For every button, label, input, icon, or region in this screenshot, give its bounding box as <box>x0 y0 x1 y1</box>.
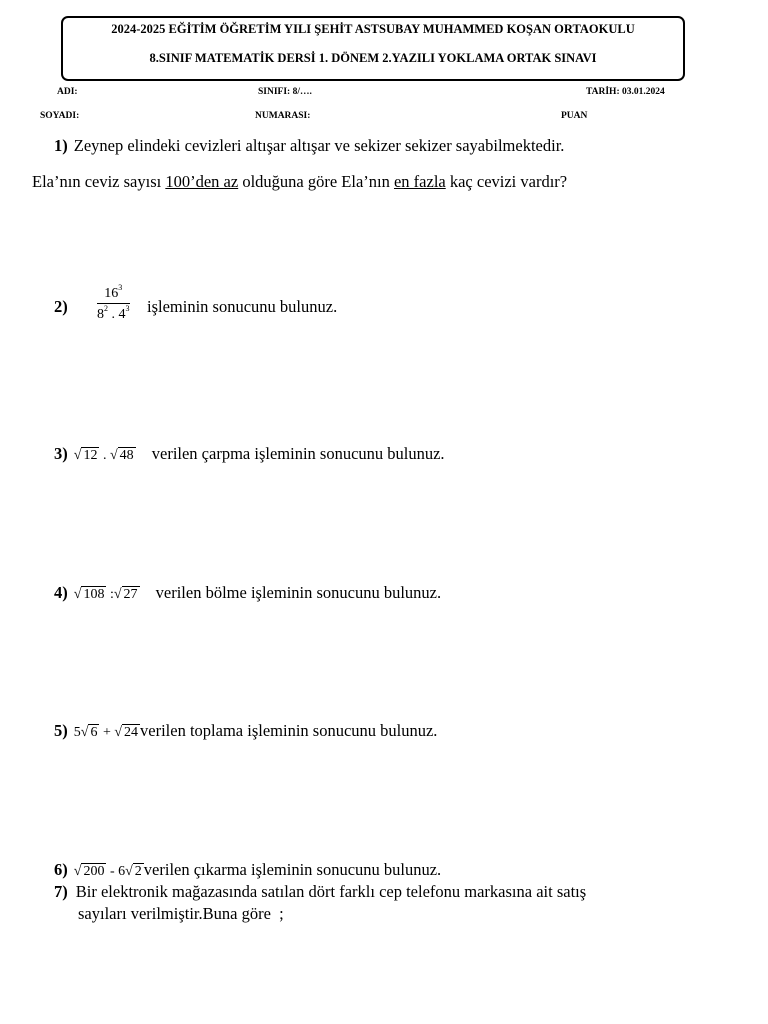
question-text: Zeynep elindeki cevizleri altışar altışar ve sekizer sekizer sayabilmektedir. <box>73 136 565 155</box>
radicand: 108 <box>83 587 105 602</box>
question-number: 3) <box>54 444 68 463</box>
class-field-label: SINIFI: 8/…. <box>258 87 312 97</box>
date-field-label: TARİH: 03.01.2024 <box>586 87 665 97</box>
operator: - <box>106 864 119 879</box>
name-field-label: ADI: <box>57 87 78 97</box>
question-text: verilen çarpma işleminin sonucunu bulunuz. <box>151 444 445 463</box>
question-text: Bir elektronik mağazasında satılan dört farklı cep telefonu markasına ait satış <box>75 882 587 901</box>
operator: . <box>108 307 119 322</box>
radicand: 2 <box>134 864 142 879</box>
radical: √ 6 <box>80 725 98 740</box>
radical: √ 12 <box>73 448 98 463</box>
radical: √ 108 <box>73 587 105 602</box>
question-1-line-1 <box>54 136 564 156</box>
coefficient: 6 <box>118 864 126 879</box>
exponent: 2 <box>104 304 108 313</box>
base: 8 <box>97 307 104 322</box>
question-4 <box>54 583 441 603</box>
text-segment: olduğuna göre Ela’nın <box>238 172 394 191</box>
coefficient: 5 <box>73 725 81 740</box>
question-7-line-2: sayıları verilmiştir.Buna göre ; <box>78 904 284 923</box>
underlined-text: 100’den az <box>165 172 239 191</box>
fraction-denominator <box>97 304 130 323</box>
radicand: 24 <box>124 725 139 740</box>
operator: : <box>106 587 114 602</box>
radical: √ 200 <box>73 864 105 879</box>
question-1-line-2 <box>32 172 567 192</box>
operator: . <box>99 448 110 463</box>
number-field-label: NUMARASI: <box>255 111 311 121</box>
radicand: 27 <box>123 587 138 602</box>
question-number: 2) <box>54 297 68 316</box>
score-field-label: PUAN <box>561 111 588 121</box>
radical: √ 24 <box>114 725 139 740</box>
question-number: 4) <box>54 583 68 602</box>
base: 16 <box>104 286 119 301</box>
question-2-number <box>54 297 74 317</box>
surname-field-label: SOYADI: <box>40 111 80 121</box>
exam-title: 8.SINIF MATEMATİK DERSİ 1. DÖNEM 2.YAZILI YOKLAMA ORTAK SINAVI <box>149 51 597 65</box>
underlined-text: en fazla <box>393 172 446 191</box>
question-2-text: işleminin sonucunu bulunuz. <box>147 297 338 316</box>
radicand: 12 <box>83 448 98 463</box>
question-text: verilen çıkarma işleminin sonucunu bulunuz. <box>143 860 442 879</box>
question-text: verilen bölme işleminin sonucunu bulunuz. <box>155 583 442 602</box>
question-3 <box>54 444 445 464</box>
exam-header-box <box>61 16 685 81</box>
question-number: 7) <box>54 882 68 901</box>
question-number: 6) <box>54 860 68 879</box>
school-title: 2024-2025 EĞİTİM ÖĞRETİM YILI ŞEHİT ASTSUBAY MUHAMMED KOŞAN ORTAOKULU <box>111 22 635 36</box>
radicand: 200 <box>83 864 105 879</box>
exponent: 3 <box>125 304 130 313</box>
question-number: 5) <box>54 721 68 740</box>
radicand: 48 <box>119 448 134 463</box>
question-2-fraction <box>97 283 130 323</box>
base: 4 <box>118 307 126 322</box>
radical: √ 27 <box>113 587 138 602</box>
question-number: 1) <box>54 136 68 155</box>
radical: √ 2 <box>125 864 142 879</box>
question-6 <box>54 860 441 880</box>
radical: √ 48 <box>109 448 134 463</box>
question-5 <box>54 721 437 741</box>
question-7-line-1 <box>54 882 586 902</box>
text-segment: Ela’nın ceviz sayısı <box>32 172 166 191</box>
question-text: verilen toplama işleminin sonucunu bulunuz. <box>140 721 438 740</box>
operator: + <box>99 725 115 740</box>
radicand: 6 <box>90 725 98 740</box>
fraction-numerator <box>97 283 130 304</box>
text-segment: kaç cevizi vardır? <box>445 172 568 191</box>
exponent: 3 <box>118 283 123 292</box>
